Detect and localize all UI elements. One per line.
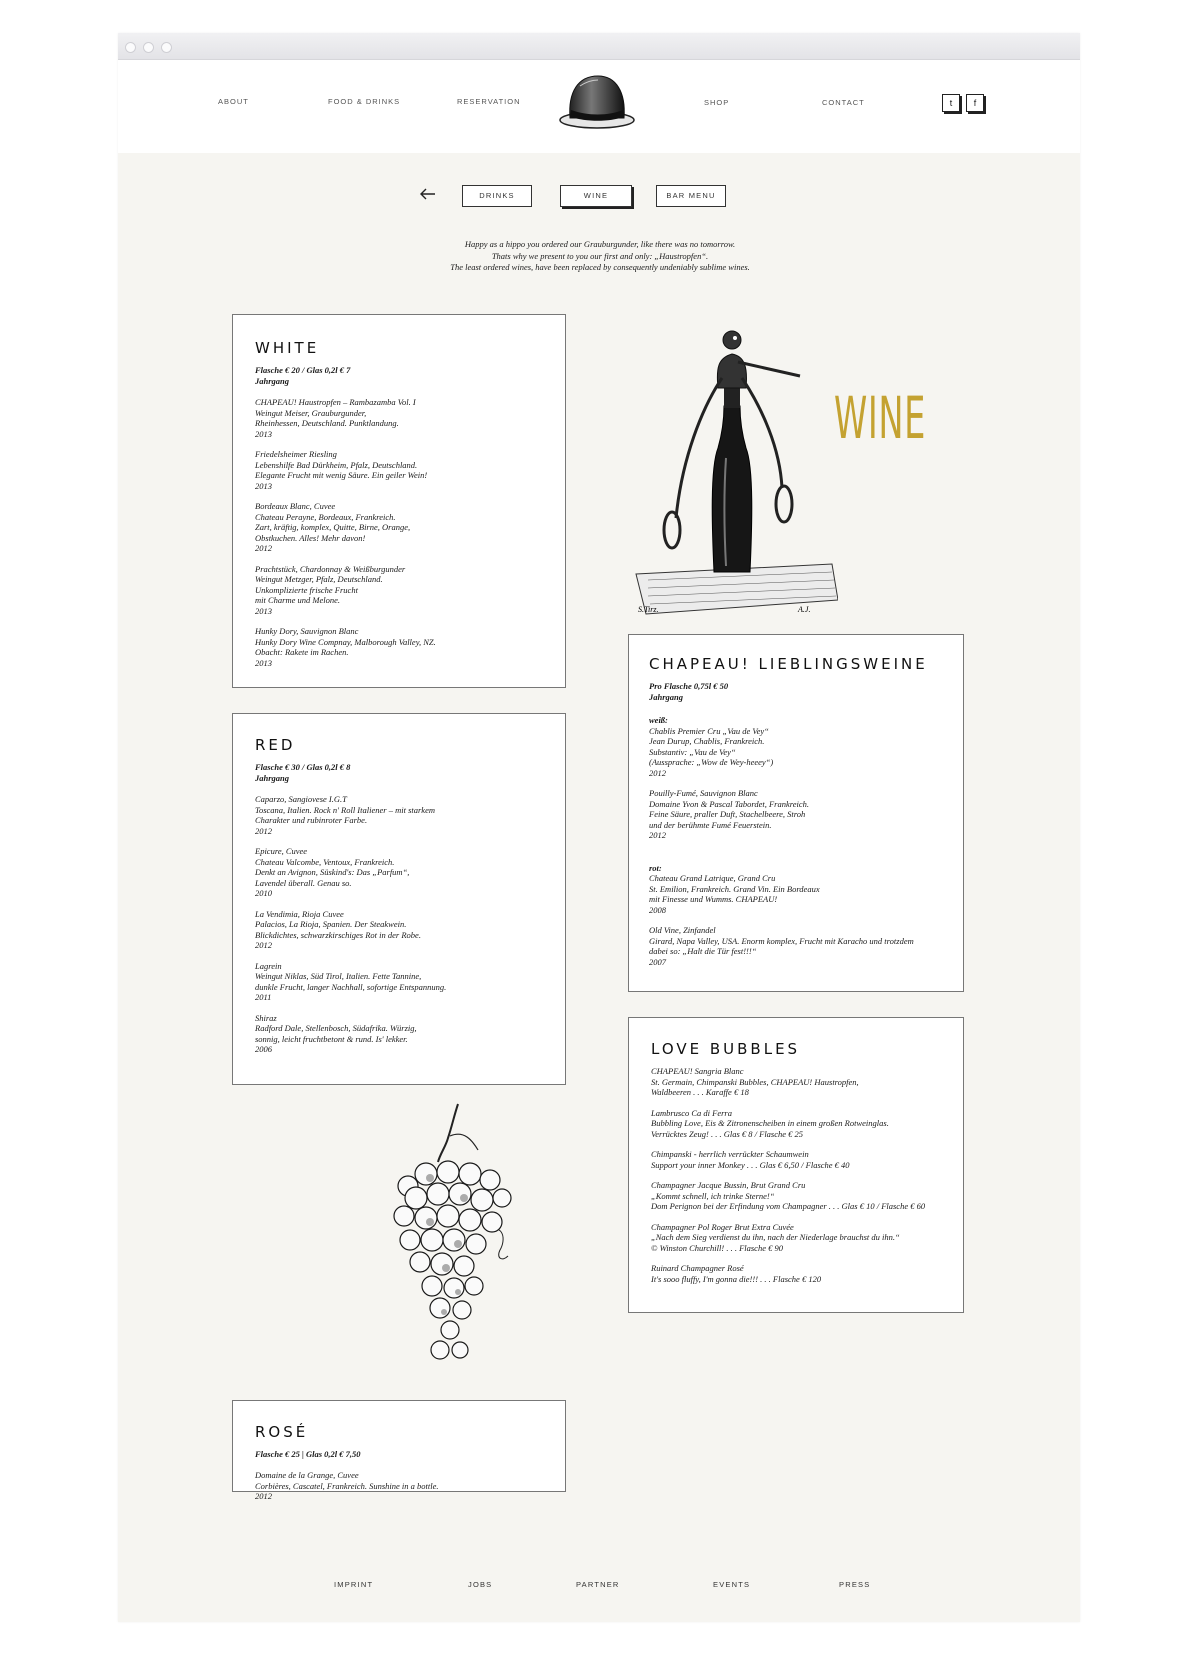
price-info: Pro Flasche 0,75l € 50 Jahrgang (649, 681, 729, 702)
wine-entry: Lambrusco Ca di Ferra Bubbling Love, Eis & Zitronenscheiben in einem großen Rotweinglas. Verrücktes Zeug! . . . Glas € 8 / Flasche € 25 (651, 1107, 889, 1139)
card-title: WHITE (255, 339, 320, 357)
footer-press[interactable]: PRESS (839, 1580, 871, 1589)
wine-entry: Caparzo, Sangiovese I.G.T Toscana, Italien. Rock n' Roll Italiener – mit starkem Charakter und rubinroter Farbe. 2012 (255, 794, 435, 836)
wine-entry: Chateau Grand Latrique, Grand Cru St. Emilion, Frankreich. Grand Vin. Ein Bordeaux mit Finesse und Wumms. CHAPEAU! 2008 (649, 873, 820, 915)
wine-entry: Hunky Dory, Sauvignon Blanc Hunky Dory Wine Compnay, Malborough Valley, NZ. Obacht: Rakete im Rachen. 2013 (255, 626, 436, 668)
menu-card-lieblingsweine (628, 634, 964, 992)
menu-card-rose (232, 1400, 566, 1501)
footer-partner[interactable]: PARTNER (576, 1580, 620, 1589)
window-dot-maximize[interactable] (161, 42, 172, 53)
intro-text (300, 239, 900, 274)
wine-entry: Domaine de la Grange, Cuvee Corbières, Cascatel, Frankreich. Sunshine in a bottle. 2012 (255, 1470, 439, 1501)
illustration-signature: A.J. (798, 605, 811, 614)
bird-bottle-illustration-icon (632, 318, 838, 616)
facebook-icon[interactable]: f (966, 94, 984, 112)
tab-drinks[interactable]: DRINKS (462, 185, 532, 207)
wine-entry: Pouilly-Fumé, Sauvignon Blanc Domaine Yvon & Pascal Tabordet, Frankreich. Feine Säure, praller Duft, Stachelbeere, Stroh und der berühmte Fumé Feuerstein. 2012 (649, 788, 809, 840)
footer-jobs[interactable]: JOBS (468, 1580, 493, 1589)
footer-events[interactable]: EVENTS (713, 1580, 751, 1589)
card-title: ROSÉ (255, 1423, 309, 1441)
price-info: Flasche € 20 / Glas 0,2l € 7 Jahrgang (255, 365, 351, 386)
section-label-red: rot: (649, 862, 662, 873)
card-title: RED (255, 736, 296, 754)
nav-reservation[interactable]: RESERVATION (457, 97, 521, 106)
wine-entry: Champagner Jacque Bussin, Brut Grand Cru „Kommt schnell, ich trinke Sterne!“ Dom Perignon bei der Erfindung vom Champagner . . . Glas € 10 / Flasche € 60 (651, 1180, 926, 1211)
tab-bar-menu[interactable]: BAR MENU (656, 185, 726, 207)
grapes-illustration-icon (368, 1100, 530, 1370)
wine-entry: Epicure, Cuvee Chateau Valcombe, Ventoux, Frankreich. Denkt an Avignon, Süskind's: Das „Parfum“, Lavendel überall. Genau so. 2010 (255, 846, 410, 898)
menu-card-white (232, 314, 566, 688)
wine-heading: WINE (834, 384, 926, 452)
browser-chrome (118, 33, 1080, 60)
section-label-white: weiß: (649, 715, 668, 725)
wine-entry: Chablis Premier Cru „Vau de Vey“ Jean Durup, Chablis, Frankreich. Substantiv: „Vau de Vey“ (Aussprache: „Wow de Wey-heeey“) 2012 (649, 725, 774, 778)
price-info: Flasche € 30 / Glas 0,2l € 8 Jahrgang (255, 762, 351, 783)
tab-wine[interactable]: WINE (560, 185, 632, 207)
wine-entry: CHAPEAU! Sangria Blanc St. Germain, Chimpanski Bubbles, CHAPEAU! Haustropfen, Waldbeeren . . . Karaffe € 18 (651, 1066, 859, 1097)
wine-entry: Prachtstück, Chardonnay & Weißburgunder Weingut Metzger, Pfalz, Deutschland. Unkomplizierte frische Frucht mit Charme und Melone. 2013 (255, 563, 406, 616)
wine-entry: Bordeaux Blanc, Cuvee Chateau Perayne, Bordeaux, Frankreich. Zart, kräftig, komplex, Quitte, Birne, Orange, Obstkuchen. Alles! Mehr davon! 2012 (255, 501, 411, 553)
twitter-icon[interactable]: t (942, 94, 960, 112)
wine-entry: La Vendimia, Rioja Cuvee Palacios, La Rioja, Spanien. Der Steakwein. Blickdichtes, schwarzkirschiges Rot in der Robe. 2012 (255, 908, 421, 950)
wine-entry: Lagrein Weingut Niklas, Süd Tirol, Italien. Fette Tannine, dunkle Frucht, langer Nachhall, sofortige Entspannung. 2011 (255, 960, 447, 1002)
menu-card-red (232, 713, 566, 1085)
footer-imprint[interactable]: IMPRINT (334, 1580, 374, 1589)
wine-entry: Shiraz Radford Dale, Stellenbosch, Südafrika. Würzig, sonnig, leicht fruchtbetont & rund. Is' lekker. 2006 (255, 1012, 417, 1054)
menu-card-love-bubbles (628, 1017, 964, 1313)
window-dot-close[interactable] (125, 42, 136, 53)
wine-entry: Old Vine, Zinfandel Girard, Napa Valley, USA. Enorm komplex, Frucht mit Karacho und trotzdem dabei so: „Halt die Tür fest!!!“ 2007 (649, 925, 914, 967)
bowler-hat-logo-icon[interactable] (558, 70, 636, 132)
window-dot-minimize[interactable] (143, 42, 154, 53)
nav-contact[interactable]: CONTACT (822, 98, 865, 107)
intro-line: Thats why we present to you our first and only: „Haustropfen“. (491, 250, 709, 261)
card-title: CHAPEAU! LIEBLINGSWEINE (649, 655, 928, 673)
card-title: LOVE BUBBLES (651, 1040, 801, 1058)
nav-about[interactable]: ABOUT (218, 97, 249, 106)
price-info: Flasche € 25 | Glas 0,2l € 7,50 (255, 1449, 361, 1459)
wine-entry: Chimpanski - herrlich verrückter Schaumwein Support your inner Monkey . . . Glas € 6,50 / Flasche € 40 (651, 1149, 850, 1170)
wine-entry: Ruinard Champagner Rosé It's sooo fluffy, I'm gonna die!!! . . . Flasche € 120 (651, 1263, 822, 1284)
intro-line: The least ordered wines, have been replaced by consequently undeniably sublime wines. (450, 262, 750, 272)
wine-entry: Friedelsheimer Riesling Lebenshilfe Bad Dürkheim, Pfalz, Deutschland. Elegante Frucht mit wenig Säure. Ein geiler Wein! 2013 (255, 449, 428, 491)
illustration-signature: S.Tirz. (638, 605, 659, 614)
nav-shop[interactable]: SHOP (704, 98, 730, 107)
nav-food-drinks[interactable]: FOOD & DRINKS (328, 97, 401, 106)
intro-line: Happy as a hippo you ordered our Grauburgunder, like there was no tomorrow. (464, 239, 736, 249)
back-arrow-icon[interactable] (420, 188, 436, 200)
wine-entry: Champagner Pol Roger Brut Extra Cuvée „Nach dem Sieg verdienst du ihn, nach der Niederlage brauchst du ihn.“ © Winston Churchill! . . . Flasche € 90 (651, 1221, 900, 1253)
wine-entry: CHAPEAU! Haustropfen – Rambazamba Vol. I Weingut Meiser, Grauburgunder, Rheinhessen, Deutschland. Punktlandung. 2013 (255, 397, 416, 439)
